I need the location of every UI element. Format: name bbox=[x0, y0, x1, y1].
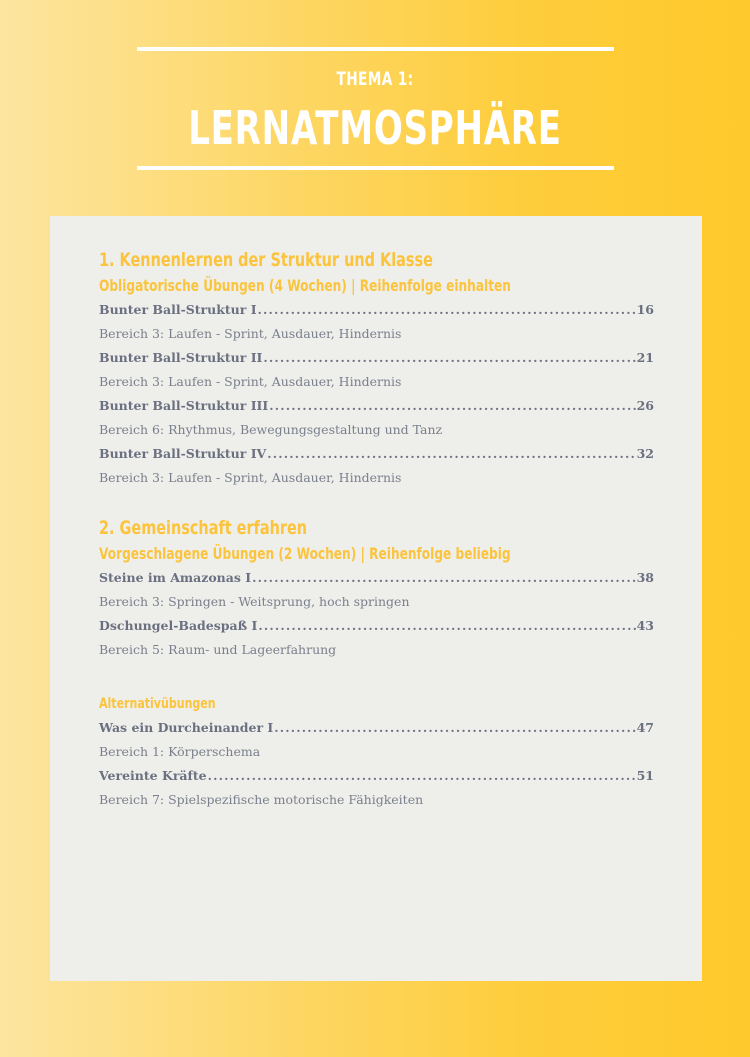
toc-entry-title: Bunter Ball-Struktur II bbox=[99, 350, 263, 365]
toc-panel bbox=[50, 216, 702, 981]
toc-entry[interactable] bbox=[99, 298, 654, 322]
toc-entry-description: Bereich 6: Rhythmus, Bewegungsgestaltung und Tanz bbox=[99, 422, 443, 437]
toc-entry-page: 51 bbox=[636, 768, 654, 783]
toc-entry[interactable] bbox=[99, 566, 654, 590]
toc-entry[interactable] bbox=[99, 716, 654, 740]
toc-entry-description: Bereich 5: Raum- und Lageerfahrung bbox=[99, 642, 337, 657]
toc-entry-page: 43 bbox=[636, 618, 654, 633]
toc-entry-description: Bereich 3: Laufen - Sprint, Ausdauer, Hindernis bbox=[99, 326, 402, 341]
page-header bbox=[0, 0, 750, 200]
toc-entry-description: Bereich 3: Laufen - Sprint, Ausdauer, Hindernis bbox=[99, 374, 402, 389]
leader-dots bbox=[208, 764, 636, 788]
theme-title: LERNATMOSPHÄRE bbox=[188, 101, 562, 155]
toc-entry-description: Bereich 7: Spielspezifische motorische Fähigkeiten bbox=[99, 792, 424, 807]
toc-entry-title: Bunter Ball-Struktur I bbox=[99, 302, 257, 317]
leader-dots bbox=[258, 298, 636, 322]
section-heading: 2. Gemeinschaft erfahren bbox=[99, 517, 308, 539]
alternatives-heading: Alternativübungen bbox=[99, 696, 216, 712]
toc-entry[interactable] bbox=[99, 394, 654, 418]
toc-entry-description: Bereich 1: Körperschema bbox=[99, 744, 261, 759]
section-2 bbox=[99, 514, 654, 812]
toc-entry-description: Bereich 3: Laufen - Sprint, Ausdauer, Hindernis bbox=[99, 470, 402, 485]
leader-dots bbox=[267, 442, 635, 466]
toc-entry[interactable] bbox=[99, 764, 654, 788]
toc-entry[interactable] bbox=[99, 442, 654, 466]
toc-entry-page: 26 bbox=[636, 398, 654, 413]
section-heading: 1. Kennenlernen der Struktur und Klasse bbox=[99, 249, 433, 271]
toc-entry-page: 38 bbox=[636, 570, 654, 585]
toc-entry-title: Bunter Ball-Struktur III bbox=[99, 398, 269, 413]
header-bottom-rule bbox=[137, 166, 614, 170]
toc-entry-page: 21 bbox=[636, 350, 654, 365]
toc-entry-title: Steine im Amazonas I bbox=[99, 570, 252, 585]
toc-entry-description: Bereich 3: Springen - Weitsprung, hoch springen bbox=[99, 594, 410, 609]
theme-kicker: THEMA 1: bbox=[336, 68, 414, 90]
section-subheading: Vorgeschlagene Übungen (2 Wochen) | Reihenfolge beliebig bbox=[99, 544, 511, 563]
toc-entry-page: 32 bbox=[636, 446, 654, 461]
toc-entry[interactable] bbox=[99, 346, 654, 370]
leader-dots bbox=[263, 346, 635, 370]
toc-entry-title: Was ein Durcheinander I bbox=[99, 720, 274, 735]
toc-entry[interactable] bbox=[99, 614, 654, 638]
leader-dots bbox=[258, 614, 635, 638]
toc-entry-page: 47 bbox=[636, 720, 654, 735]
toc-entry-title: Dschungel-Badespaß I bbox=[99, 618, 258, 633]
leader-dots bbox=[269, 394, 635, 418]
toc-content bbox=[99, 246, 654, 812]
leader-dots bbox=[252, 566, 635, 590]
toc-entry-title: Bunter Ball-Struktur IV bbox=[99, 446, 267, 461]
toc-entry-title: Vereinte Kräfte bbox=[99, 768, 207, 783]
toc-entry-page: 16 bbox=[636, 302, 654, 317]
leader-dots bbox=[274, 716, 635, 740]
section-1 bbox=[99, 246, 654, 490]
header-top-rule bbox=[137, 47, 614, 51]
section-subheading: Obligatorische Übungen (4 Wochen) | Reihenfolge einhalten bbox=[99, 276, 511, 295]
